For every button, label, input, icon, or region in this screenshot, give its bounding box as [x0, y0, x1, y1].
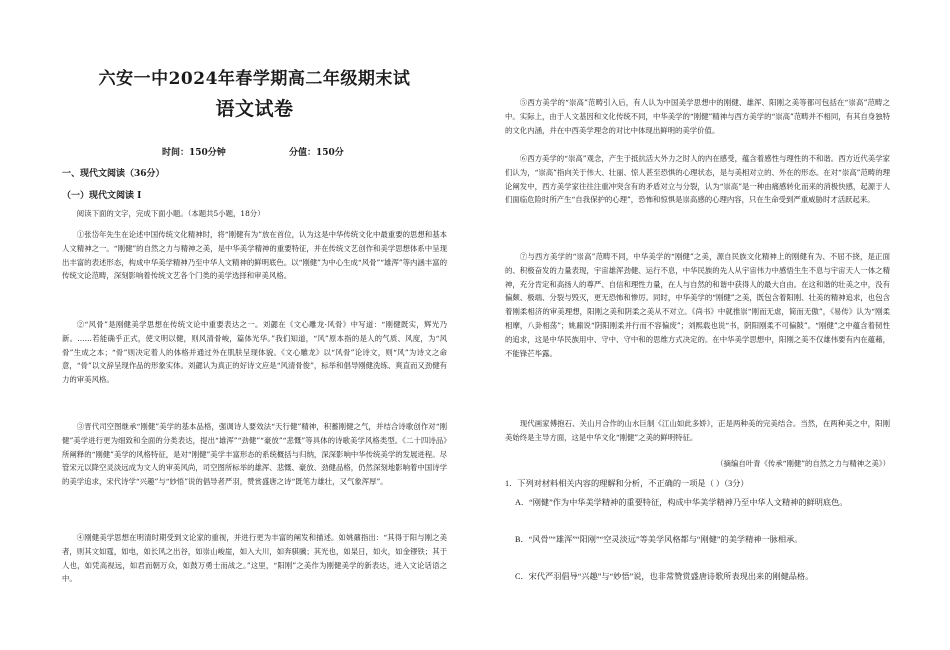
source-citation: （摘编自叶青《传承“刚健”的自然之力与精神之美》）: [716, 459, 890, 468]
question-1-stem: 1．下列对材料相关内容的理解和分析，不正确的一项是（ ）（3分）: [505, 479, 749, 488]
paragraph-1: ①张岱年先生在论述中国传统文化精神时，将“刚健有为”放在首位，认为这是中华传统文化中最重要的思想和基本人文精神之一。“刚健”的自然之力与精神之美，是中华美学精神的重要特征，并在传统文艺创作和美学思想体系中呈现出丰富的表述形态，构成中华美学精神乃至中华人文精神的鲜明底色。以“刚健”为中心生成“风骨”“雄浑”等内涵丰富的传统文论范畴，深刻影响着传统文艺各个门类的美学选择和审美风格。: [62, 230, 447, 281]
exam-subtitle: 语文试卷: [215, 98, 294, 120]
question-1-option-b: B．“风骨”“雄浑”“阳刚”“空灵淡远”等美学风格都与“刚健”的美学精神一脉相承。: [515, 535, 803, 544]
paragraph-7: ⑦与西方美学的“崇高”范畴不同，中华美学的“刚健”之美，源自民族文化精神上的刚健有为、不屈不挠，是正面的、积极奋发的力量表现，宇宙雄浑劲健、运行不息，中华民族的先人从宇宙伟力中感悟生生不息与宇宙天人一体之精神，充分肯定和高扬人的尊严、自信和理性力量，在人与自然的和谐中获得人的最大自由。在这和谐的壮美之中，没有偏颇、极端、分裂与毁灭，更无恐怖和惨厉。同时，中华美学的“刚健”之美，既包含着阳刚、壮美的精神追求，也包含着刚柔相济的审美理想，阳刚之美和阴柔之美从不对立。《尚书》中就推崇“刚而无虐，简而无傲”，《易传》认为“刚柔相摩，八卦相荡”；姚鼐说“阴阳刚柔并行而不容偏废”；刘熙载也说“书，阴阳刚柔不可偏陂”。“刚健”之中蕴含着韧性的追求，这是中华民族用中、守中、守中和的思维方式决定的。在中华美学思想中，阳刚之美不仅雄伟要有内在蕴藉，不能锋芒毕露。: [505, 252, 890, 358]
paragraph-3: ③晋代司空图继承“刚健”美学的基本品格，强调诗人要效法“天行健”精神，积蓄刚健之气，并结合诗歌创作对“刚健”美学进行更为细致和全面的分类表达，提出“雄浑”“劲健”“豪放”“悲慨”等具体的诗歌美学风格类型。《二十四诗品》所阐释的“刚健”美学的风格特征，是对“刚健”美学丰富形态的系统概括与归纳，深深影响中华传统美学的发展进程。尽管宋元以降空灵淡远成为文人的审美风尚，司空图所标举的雄浑、悲慨、豪放、劲健品格，仍然深刻地影响着中国诗学的美学追求，宋代诗学“兴趣”与“妙悟”说的倡导者严羽，赞赏盛唐之诗“既笔力雄壮，又气象浑厚”。: [62, 422, 447, 487]
sub-heading: （一）现代文阅读 Ⅰ: [62, 191, 142, 201]
paragraph-6: ⑥西方美学的“崇高”观念，产生于抵抗活大外力之时人的内在感受，蕴含着感性与理性的不和谐。西方近代美学家们认为，“崇高”指向关于伟大、壮丽、惊人甚至恐惧的心理状态，是与美相对立的、外在的形态。在对“崇高”范畴的理论阐发中，西方美学家往往注重冲突含有的矛盾对立与分裂，认为“崇高”是一种由痛感转化而来的消极快感，起源于人们面临危险时所产生“自我保护的心理”，恐怖和惊惧是崇高感的心理内容，只在生命受到严重威胁时才活跃起来。: [505, 154, 890, 205]
instruction-text: 阅读下面的文字，完成下面小题。（本题共5小题，18分）: [76, 209, 265, 218]
question-1-option-a: A．“刚健”作为中华美学精神的重要特征，构成中华美学精神乃至中华人文精神的鲜明底色。: [515, 498, 848, 507]
exam-time: 时间：150分钟: [162, 148, 226, 158]
paragraph-2: ②“风骨”是刚健美学思想在传统文论中重要表达之一。刘勰在《文心雕龙·风骨》中写道：“刚健既实，辉光乃新。……若能确乎正式，使文明以健，则风清骨峻，篇体光华。”我们知道，“风”原本指的是人的气质、风度，为“风骨”生成之本；“骨”则决定着人的体格并通过外在肌肤呈现体貌。《文心雕龙》以“风骨”论诗文，则“风”为诗文之命意，“骨”以文辞呈现作品的形象实体。刘勰认为真正的好诗文应是“风清骨俊”，标举和倡导刚健洗练、爽直而又劲健有力的审美风格。: [62, 320, 447, 385]
question-1-option-c: C．宋代严羽倡导“兴趣”与“妙悟”说，也非常赞赏盛唐诗歌所表现出来的刚健品格。: [515, 572, 814, 581]
paragraph-8: 现代画家傅抱石、关山月合作的山水巨制《江山如此多娇》，正是两种美的完美结合。当然，在两种美之中，阳刚美始终是主导方面，这是中华文化“刚健”之美的鲜明特征。: [505, 419, 890, 442]
section-heading: 一、现代文阅读（36分）: [62, 169, 165, 179]
exam-score: 分值：150分: [289, 148, 344, 158]
exam-title: 六安一中2024年春学期高二年级期末试: [98, 69, 411, 89]
paragraph-4: ④刚健美学思想在明清时期受到文论家的重视，并进行更为丰富的阐发和描述。如姚鼐指出：“其得于阳与刚之美者，则其文如霆，如电，如长风之出谷，如崇山峻崖，如入大川，如奔骐骥；其光也，如杲日，如火，如金镠铁；其于人也，如凭高视远，如君而朝万众，如鼓万勇士而战之。”这里，“阳刚”之美作为刚健美学的新表达，进入文论话语之中。: [62, 533, 447, 584]
paragraph-5: ⑤西方美学的“崇高”范畴引入后，有人认为中国美学思想中的刚健、雄浑、阳刚之美等都可包括在“崇高”范畴之中。实际上，由于人文基因和文化传统不同，中华美学的“刚健”精神与西方美学的“崇高”范畴并不相同，有其自身独特的文化内涵，并在中西美学理念的对比中体现出鲜明的美学价值。: [505, 98, 890, 135]
